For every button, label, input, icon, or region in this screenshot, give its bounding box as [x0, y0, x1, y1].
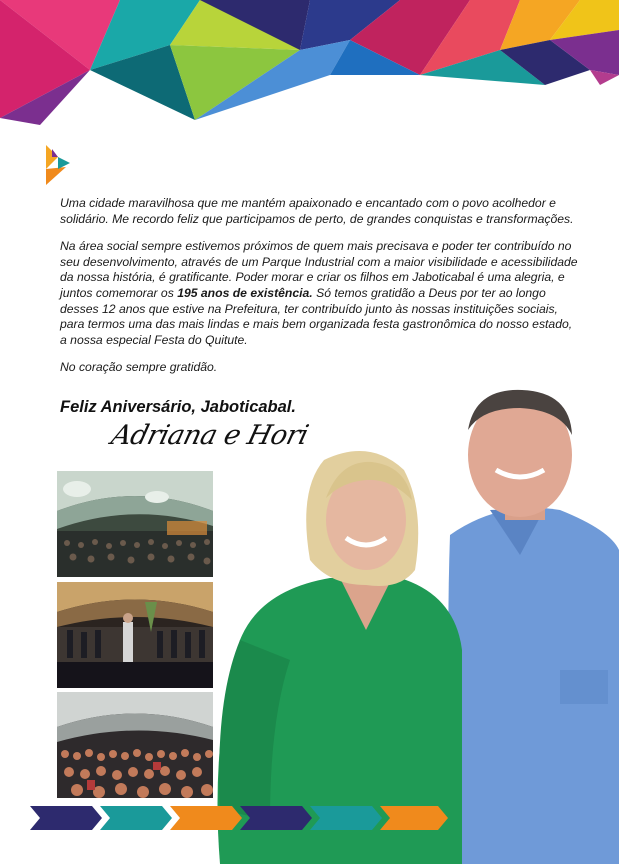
- event-photo-stage: [57, 582, 213, 688]
- paragraph-intro: Uma cidade maravilhosa que me mantém apaixonado e encantado com o povo acolhedor e solidário. Me recordo feliz que participamos de perto, de grandes conquistas e transformações.: [60, 196, 574, 226]
- couple-portrait: [200, 380, 619, 864]
- message-text: [60, 196, 580, 388]
- geometric-banner: [0, 0, 619, 125]
- event-photo-crowd: [57, 692, 213, 798]
- brand-logo-icon: [44, 143, 74, 185]
- event-photo-tent: [57, 471, 213, 577]
- closing-line: No coração sempre gratidão.: [60, 360, 218, 375]
- woman-figure: [218, 451, 463, 864]
- chevron-stripe: [30, 806, 450, 830]
- greeting-headline: Feliz Aniversário, Jaboticabal.: [60, 398, 296, 416]
- paragraph-main: Na área social sempre estivemos próximos de quem mais precisava e poder ter contribuído no seu desenvolvimento, através de um Parque Industrial com a maior visibilidade e acessibilidade da nossa história, é gratificante. Poder morar e criar os filhos em Jaboticabal é uma alegria, e juntos comemorar os 195 anos de existência. Só temos gratidão a Deus por ter ao longo desses 12 anos que estive na Prefeitura, ter contribuído junto às nossas instituições sociais, para termos uma das mais lindas e mais bem organizada festa gastronômica do nosso estado, a nossa especial Festa do Quitute.: [60, 239, 578, 347]
- man-figure: [448, 390, 619, 864]
- handwritten-signature: Adriana e Hori: [108, 420, 312, 451]
